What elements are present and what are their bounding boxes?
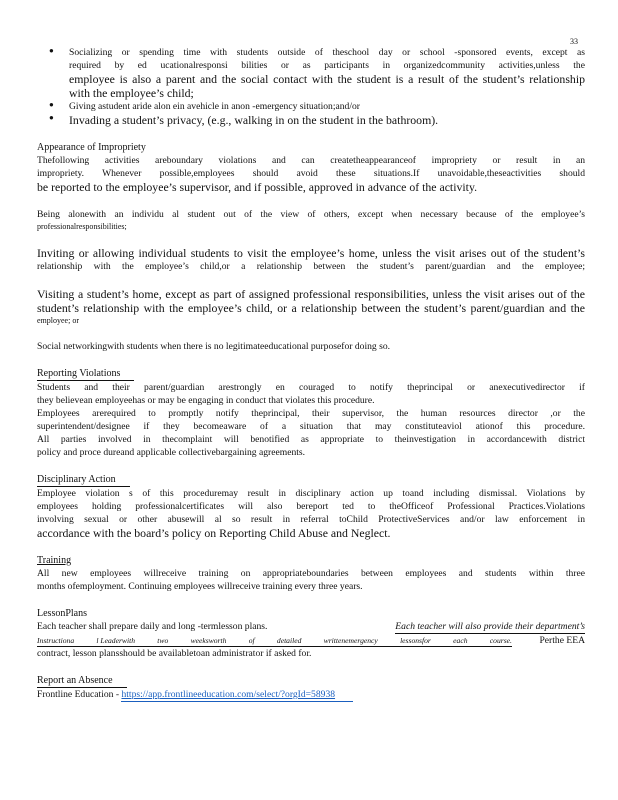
frontline-link[interactable]: https://app.frontlineeducation.com/select/?orgId=58938 [121, 689, 336, 700]
lesson-plans-text: Each teacher shall prepare daily and long -termlesson plans. [37, 621, 268, 632]
paragraph-line: be reported to the employee’s supervisor, and if possible, approved in advance of the activity. [37, 180, 478, 194]
heading-text: Reporting Violations [37, 367, 134, 381]
bullet-line: ● Invading a student’s privacy, (e.g., walking in on the student in the bathroom). [69, 113, 439, 127]
italic-word: of [248, 636, 255, 645]
bullet-line: employee is also a parent and the social contact with the student is a result of the student’s relationship [69, 72, 585, 86]
italic-word: each [453, 636, 468, 645]
paragraph-line: employee; or [37, 316, 79, 325]
paragraph-line: accordance with the board’s policy on Reporting Child Abuse and Neglect. [37, 526, 391, 540]
paragraph-line: superintendent/designee if they becomeaware of a situation that may constituteaviol ationof this procedure. [37, 421, 585, 432]
section-heading-reporting [37, 367, 585, 381]
section-heading-absence [37, 674, 585, 688]
paragraph-line: contract, lesson plansshould be availabletoan administrator if asked for. [37, 648, 312, 659]
page-number: 33 [570, 37, 578, 46]
italic-word: detailed [276, 636, 302, 645]
bullet-list [37, 46, 585, 127]
section-heading-training [37, 554, 585, 567]
paragraph-line: student’s relationship with the employee’s child, or a relationship between the student’s parent/guardian and the [37, 301, 585, 315]
section-heading-impropriety: Appearance of Impropriety [37, 142, 146, 153]
italic-word: writtenemergency [323, 636, 378, 645]
paragraph-line: All parties involved in thecomplaint will benotified as appropriate to theinvestigation in accordancewith district [37, 434, 585, 445]
heading-text: Report an Absence [37, 674, 127, 688]
italic-word: course. [489, 636, 512, 645]
bullet-line: with the employee’s child; [69, 86, 194, 100]
paragraph-line: they believean employeehas or may be engaging in conduct that violates this procedure. [37, 395, 375, 406]
paragraph-line: impropriety. Whenever possible,employees should avoid these situations.If unavoidable,theseactivities should [37, 168, 585, 179]
paragraph-line: involving sexual or other abusewill al so result in referral toChild ProtectiveServices and/or law enforcement in [37, 514, 585, 525]
italic-word: Instructiona [37, 636, 75, 645]
paragraph-line [37, 620, 585, 634]
italic-word: lessonsfor [400, 636, 431, 645]
paragraph-line [37, 688, 585, 702]
paragraph-line: months ofemployment. Continuing employees willreceive training every three years. [37, 581, 363, 592]
section-heading-disciplinary [37, 473, 585, 487]
paragraph-line [37, 634, 585, 647]
lesson-plans-tail: Perthe EEA [539, 635, 585, 646]
paragraph-line: employees holding professionalcertificates will also bereport ted to theOfficeof Professional Practices.Violations [37, 501, 585, 512]
paragraph-line: policy and proce dureand applicable collectivebargaining agreements. [37, 447, 306, 458]
paragraph-line: relationship with the employee’s child,or a relationship between the student’s parent/guardian and the employee; [37, 261, 585, 272]
paragraph-line: Employees arerequired to promptly notify theprincipal, their supervisor, the human resources director ,or the [37, 408, 585, 419]
paragraph-line: Inviting or allowing individual students to visit the employee’s home, unless the visit arises out of the student’s [37, 246, 585, 260]
italic-word: l Leaderwith [96, 636, 136, 645]
emergency-lessons-line [37, 635, 512, 647]
italic-word: weeksworth [190, 636, 227, 645]
bullet-item-socializing [69, 46, 585, 100]
paragraph-line: Visiting a student’s home, except as part of assigned professional responsibilities, unless the visit arises out of the [37, 287, 585, 301]
paragraph-line: Social networkingwith students when there is no legitimateeducational purposefor doing so. [37, 341, 391, 352]
bullet-line: required by ed ucationalresponsi bilities or as participants in organizedcommunity activities,unless the [69, 60, 585, 71]
bullet-line: ● Socializing or spending time with students outside of theschool day or school -sponsored events, except as [69, 47, 585, 58]
paragraph-line: professionalresponsibilities; [37, 222, 127, 231]
paragraph-line: All new employees willreceive training on appropriateboundaries between employees and students within three [37, 568, 585, 579]
bullet-item-giving-ride [69, 100, 585, 113]
bullet-item-privacy [69, 113, 585, 127]
paragraph-line: Being alonewith an individu al student out of the view of others, except when necessary because of the employee’s [37, 209, 585, 220]
paragraph-line: Thefollowing activities areboundary violations and can createtheappearanceof impropriety or result in an [37, 155, 585, 166]
bullet-line: ● Giving astudent aride alon ein avehicle in anon -emergency situation;and/or [69, 101, 361, 112]
heading-text: Disciplinary Action [37, 473, 130, 487]
heading-text: Training [37, 555, 72, 566]
absence-label: Frontline Education - [37, 689, 120, 700]
paragraph-line: Students and their parent/guardian arestrongly en couraged to notify theprincipal or anexecutivedirector if [37, 382, 585, 393]
lesson-plans-italic-text: Each teacher will also provide their department’s [395, 621, 585, 632]
document-body [37, 46, 585, 702]
italic-word: two [157, 636, 169, 645]
section-heading-lesson-plans: LessonPlans [37, 608, 87, 619]
paragraph-line: Employee violation s of this proceduremay result in disciplinary action up toand including dismissal. Violations by [37, 488, 585, 499]
